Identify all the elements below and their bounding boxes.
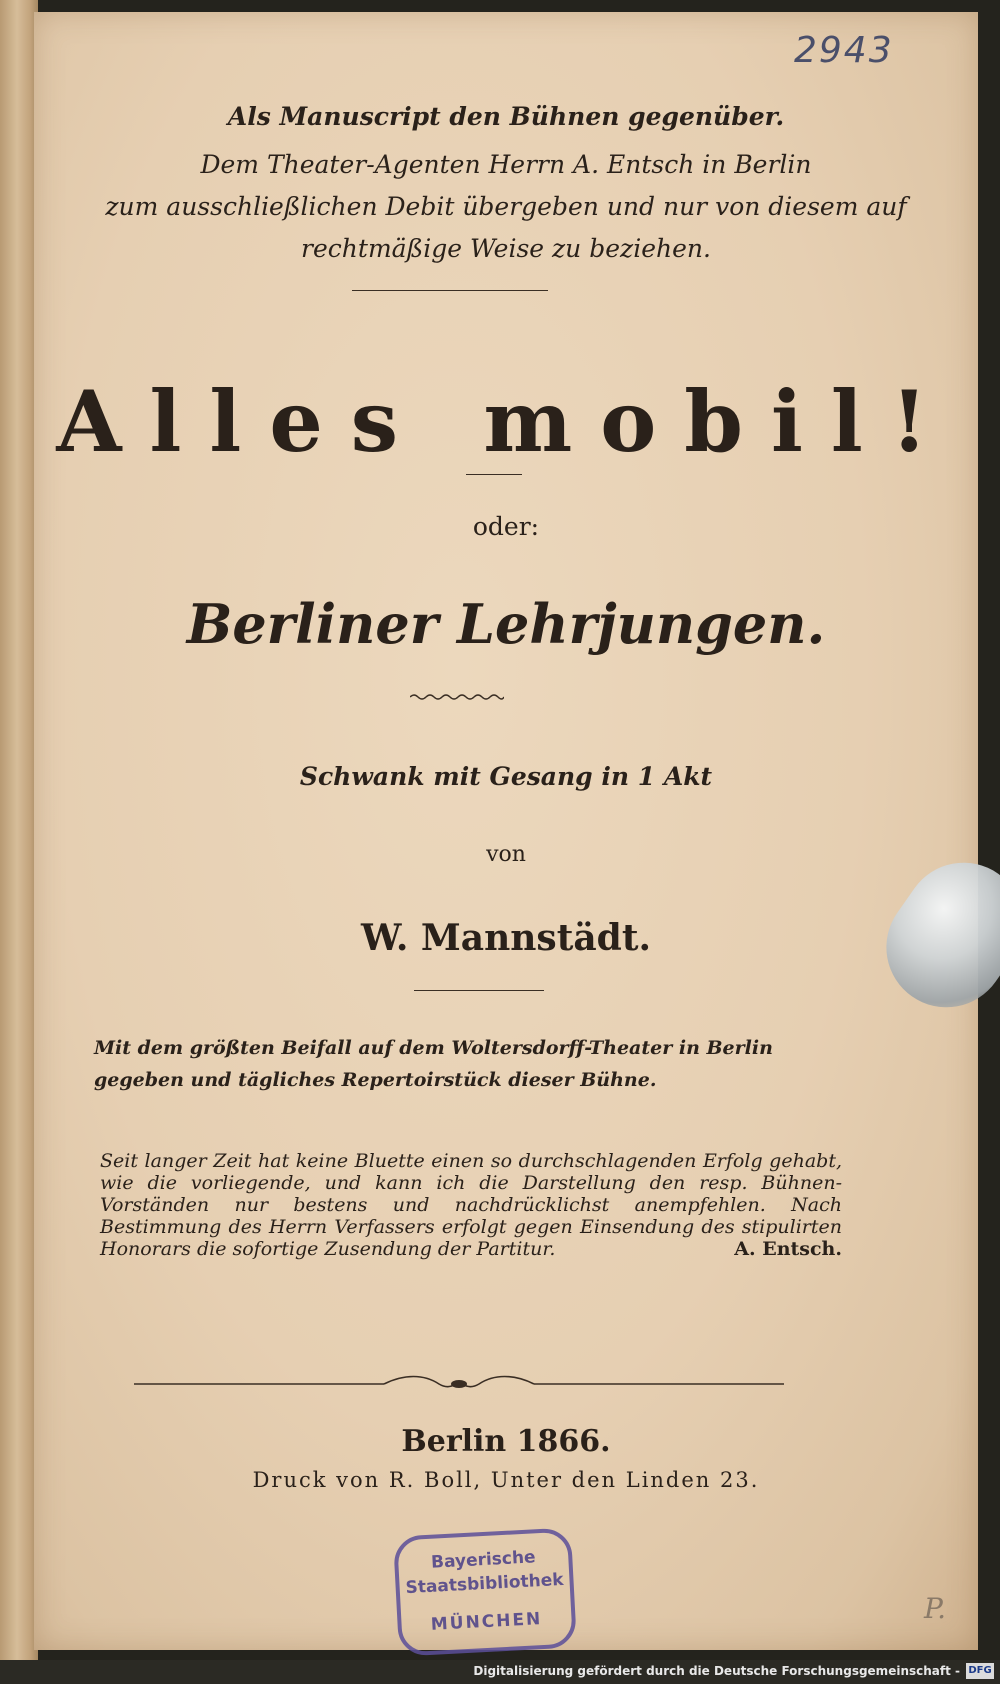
manuscript-note-line-3: zum ausschließlichen Debit übergeben und nur von diesem auf: [105, 192, 907, 221]
stamp-line-3: MÜNCHEN: [430, 1609, 543, 1635]
performance-note: Mit dem größten Beifall auf dem Woltersdorff-Theater in Berlin gegeben und tägliches Repertoirstück dieser Bühne.: [94, 1037, 773, 1091]
wavy-divider: [410, 692, 504, 702]
dfg-logo: DFG: [966, 1663, 994, 1679]
play-genre: Schwank mit Gesang in 1 Akt: [299, 762, 713, 791]
imprint-city-year: Berlin 1866.: [401, 1424, 611, 1459]
publisher-signature: A. Entsch.: [734, 1238, 842, 1260]
library-stamp: [393, 1527, 577, 1656]
title-connector: oder:: [472, 512, 540, 541]
divider-rule: [352, 290, 548, 291]
author-name: W. Mannstädt.: [361, 917, 651, 959]
title-page: [34, 12, 978, 1650]
stamp-line-1: Bayerische: [430, 1547, 537, 1573]
play-subtitle: Berliner Lehrjungen.: [186, 592, 826, 656]
manuscript-note-line-4: rechtmäßige Weise zu beziehen.: [301, 234, 711, 263]
manuscript-note-line-1: Als Manuscript den Bühnen gegenüber.: [227, 102, 785, 131]
book-spine: [0, 0, 38, 1660]
play-title: Alles mobil!: [56, 372, 956, 471]
by-label: von: [486, 842, 526, 867]
divider-rule: [466, 474, 522, 475]
stamp-line-2: Staatsbibliothek: [405, 1569, 565, 1599]
accession-number: 2943: [794, 30, 894, 71]
ornamental-divider: [134, 1372, 784, 1396]
footer-credit: Digitalisierung gefördert durch die Deutsche Forschungsgemeinschaft -: [473, 1664, 960, 1678]
digitization-footer: [0, 1660, 1000, 1684]
manuscript-note-line-2: Dem Theater-Agenten Herrn A. Entsch in Berlin: [200, 150, 812, 179]
publisher-notice: [100, 1150, 842, 1260]
imprint-printer: Druck von R. Boll, Unter den Linden 23.: [252, 1468, 760, 1492]
pencil-mark: P.: [924, 1592, 947, 1625]
divider-rule: [414, 990, 544, 991]
publisher-notice-text: Seit langer Zeit hat keine Bluette einen so durchschlagenden Erfolg gehabt, wie die vorliegende, und kann ich die Darstellung den resp. Bühnen-Vorständen nur bestens und nachdrücklichst anempfehlen. Nach Bestimmung des Herrn Verfassers erfolgt gegen Einsendung des stipulirten Honorars die sofortige Zusendung der Partitur.: [100, 1150, 842, 1260]
